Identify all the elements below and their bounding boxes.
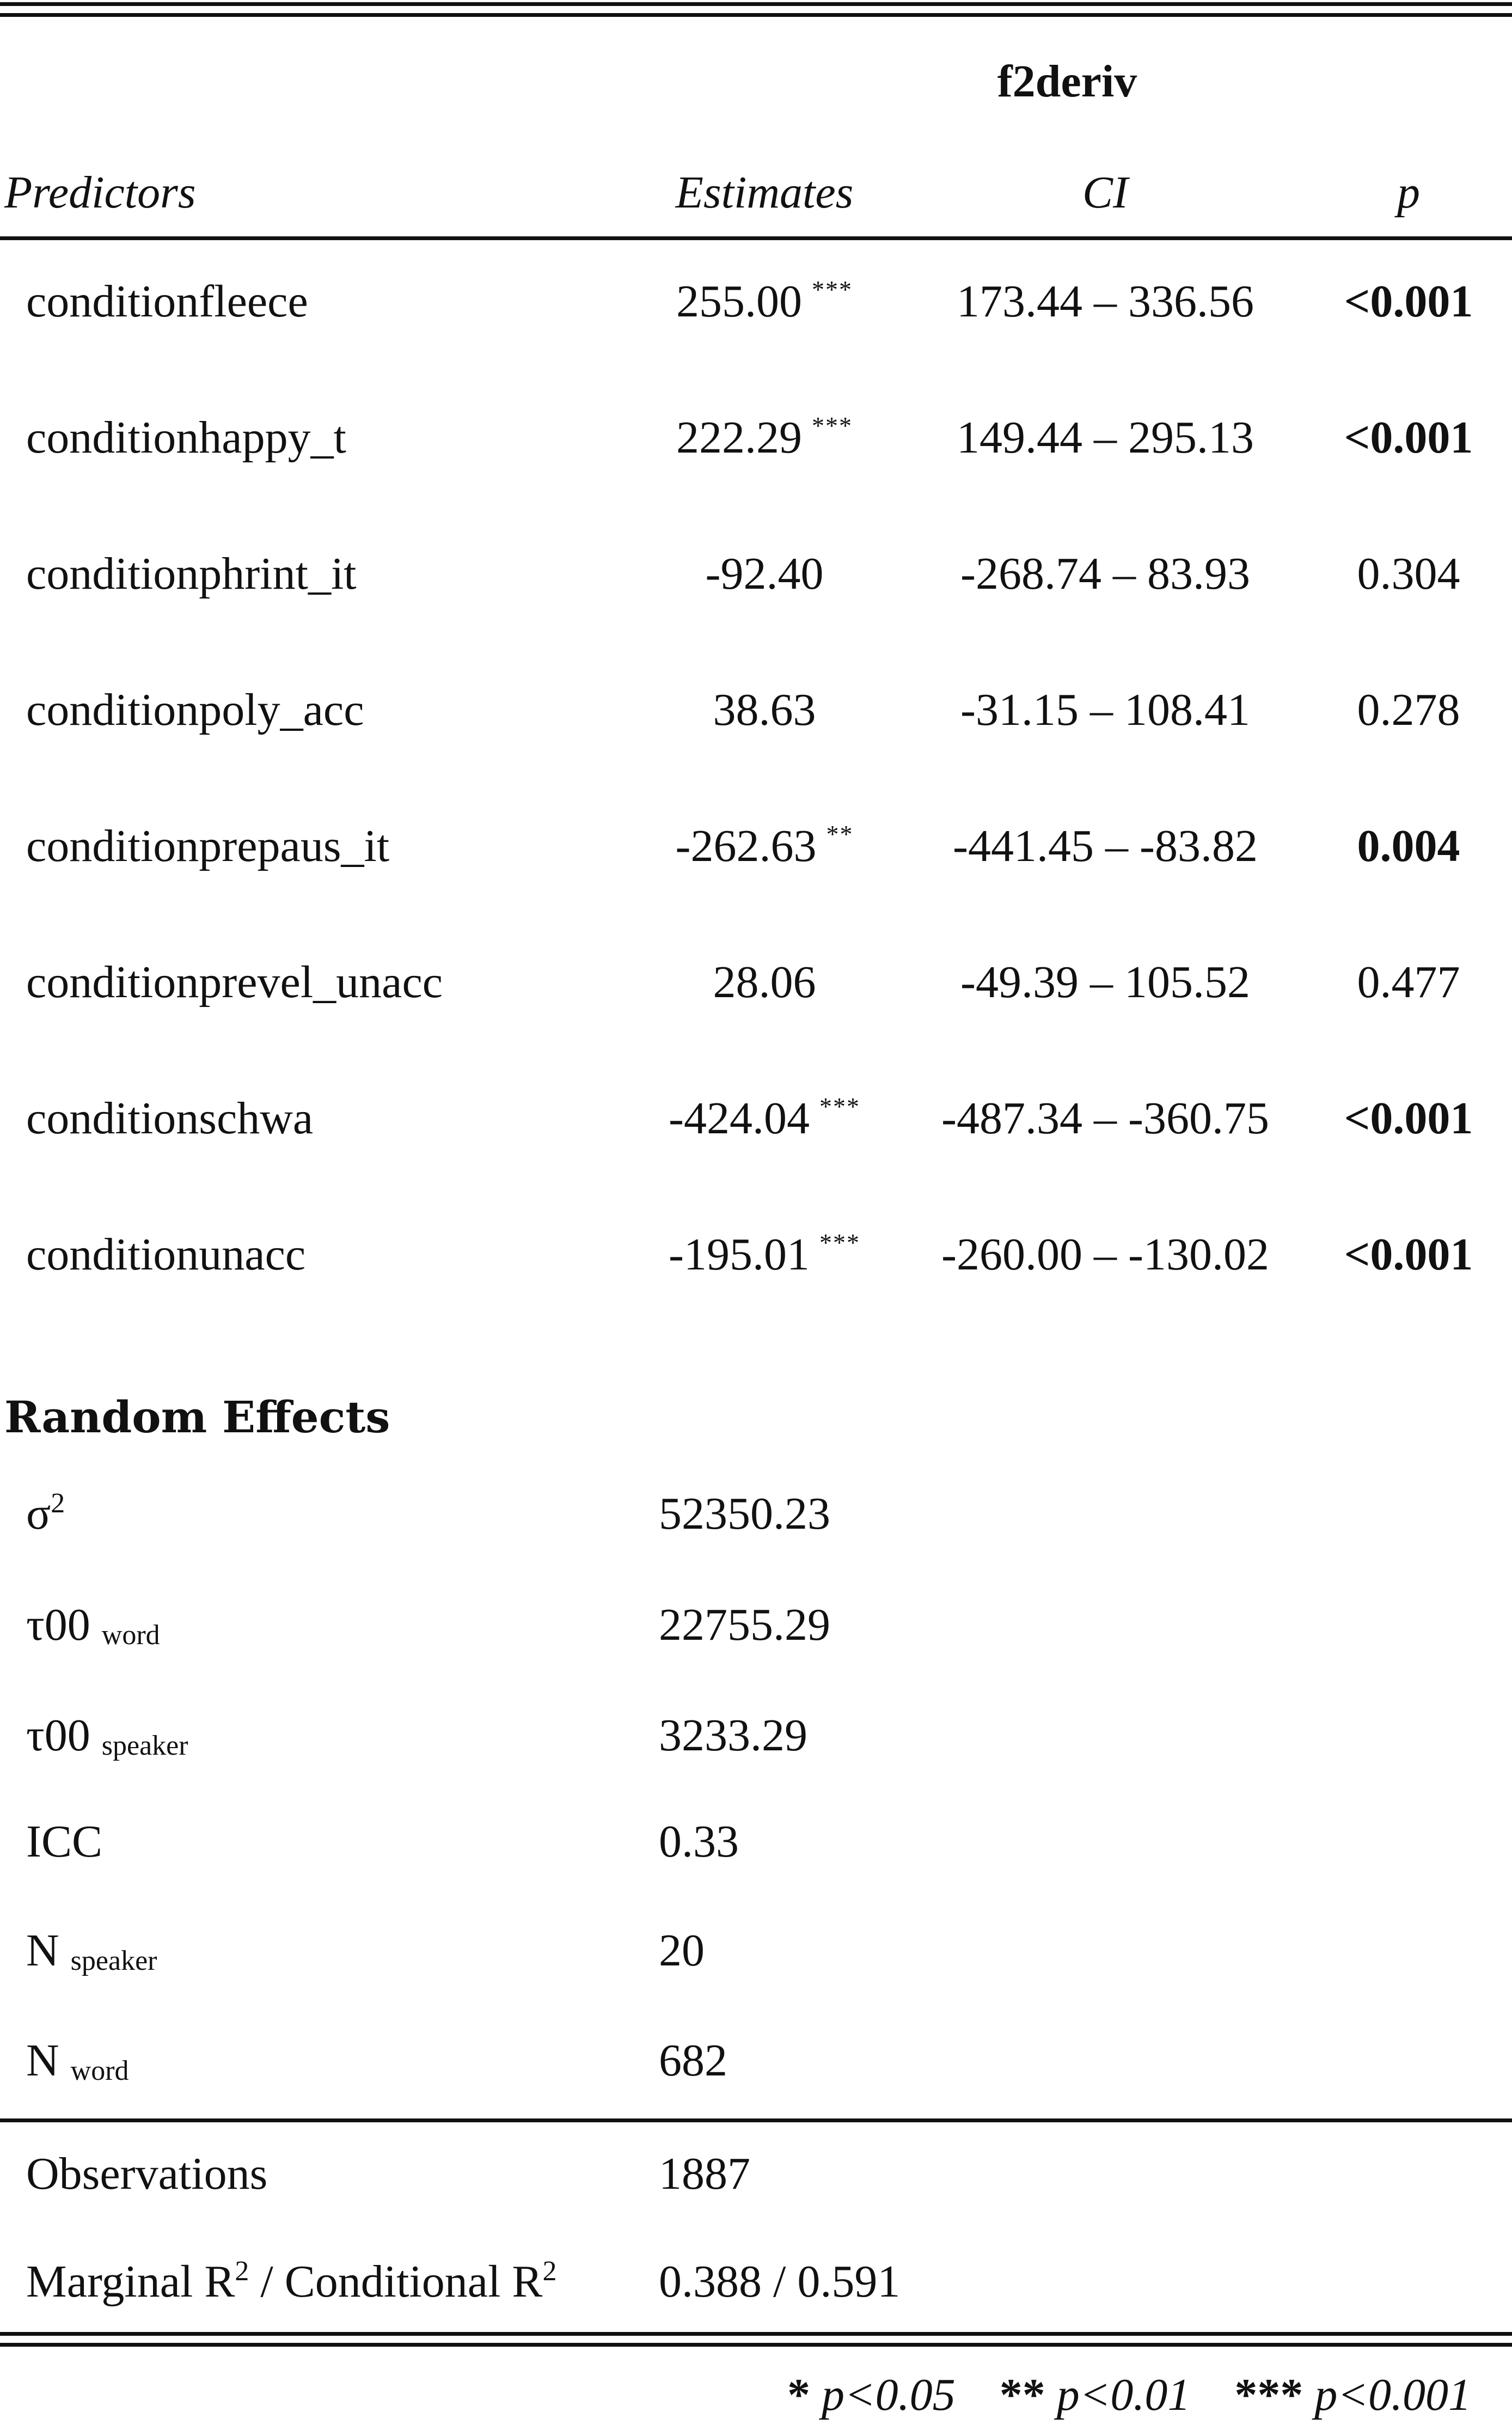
col-header-estimates: Estimates <box>675 167 854 218</box>
estimate-cell <box>669 1229 860 1280</box>
estimate-value: -195.01 <box>669 1229 810 1280</box>
significance-stars: *** <box>812 276 853 303</box>
predictor-name: conditionprevel_unacc <box>26 957 443 1008</box>
ci-value: -31.15 – 108.41 <box>960 685 1250 735</box>
col-header-ci: CI <box>1082 167 1128 218</box>
predictor-name: conditionschwa <box>26 1093 314 1144</box>
estimate-cell <box>676 412 853 463</box>
top-rule-1 <box>0 2 1512 6</box>
ci-value: -268.74 – 83.93 <box>960 548 1250 599</box>
estimate-cell <box>675 820 854 871</box>
p-value: <0.001 <box>1344 1093 1473 1144</box>
estimate-cell <box>705 548 824 599</box>
tau-speaker-label: τ00 $_{speaker}$ <box>26 1710 188 1761</box>
observations-label: Observations <box>26 2148 268 2199</box>
col-header-predictors: Predictors <box>4 167 196 218</box>
sigma-squared-value: 52350.23 <box>659 1488 830 1539</box>
estimate-value: 222.29 <box>676 412 802 463</box>
observations-value: 1887 <box>659 2148 750 2199</box>
ci-value: 173.44 – 336.56 <box>957 276 1254 327</box>
significance-stars: ** <box>826 820 854 848</box>
estimate-cell <box>713 957 816 1008</box>
estimate-cell <box>713 687 816 733</box>
predictor-name: conditionhappy_t <box>26 412 346 463</box>
p-value: 0.477 <box>1357 957 1460 1008</box>
predictor-name: conditionpoly_acc <box>26 685 364 735</box>
p-value: <0.001 <box>1344 1229 1473 1280</box>
sigma-squared-label: $\sigma^2$ <box>26 1488 65 1539</box>
estimate-value: -262.63 <box>675 821 817 871</box>
significance-stars: *** <box>812 412 853 439</box>
header-rule <box>0 236 1512 240</box>
estimate-value: 28.06 <box>713 957 816 1008</box>
tau-word-label: τ00 $_{word}$ <box>26 1599 160 1651</box>
n-speaker-label: N $_{speaker}$ <box>26 1925 157 1976</box>
tau-word-value: 22755.29 <box>659 1599 830 1650</box>
ci-value: -260.00 – -130.02 <box>941 1229 1269 1280</box>
bottom-rule-1 <box>0 2332 1512 2336</box>
p-value: 0.304 <box>1357 548 1460 599</box>
random-effects-heading: Random Effects <box>4 1391 390 1443</box>
icc-value: 0.33 <box>659 1816 739 1867</box>
estimate-value: 38.63 <box>713 685 816 735</box>
dependent-variable-label: f2deriv <box>997 56 1137 107</box>
p-value: 0.004 <box>1357 821 1460 871</box>
r-squared-label: Marginal $R^2$ / Conditional $R^2$ <box>26 2256 557 2307</box>
predictor-name: conditionunacc <box>26 1229 306 1280</box>
p-value: 0.278 <box>1357 685 1460 735</box>
n-word-label: N $_{word}$ <box>26 2035 129 2086</box>
icc-label: ICC <box>26 1816 103 1867</box>
tau-speaker-value: 3233.29 <box>659 1710 807 1761</box>
significance-stars: *** <box>819 1092 860 1120</box>
estimate-value: 255.00 <box>676 276 802 327</box>
p-value: <0.001 <box>1344 412 1473 463</box>
estimate-cell <box>669 1092 860 1144</box>
n-speaker-value: 20 <box>659 1925 705 1976</box>
estimate-value: -92.40 <box>705 548 824 599</box>
estimate-value: -424.04 <box>669 1093 810 1144</box>
bottom-rule-2 <box>0 2343 1512 2347</box>
fit-rule <box>0 2118 1512 2122</box>
predictor-name: conditionprepaus_it <box>26 821 390 871</box>
significance-stars: *** <box>819 1229 860 1256</box>
top-rule-2 <box>0 13 1512 17</box>
n-word-value: 682 <box>659 2035 727 2086</box>
predictor-name: conditionphrint_it <box>26 548 357 599</box>
col-header-p: p <box>1397 167 1420 218</box>
estimate-cell <box>676 276 853 327</box>
predictor-name: conditionfleece <box>26 276 308 327</box>
p-value: <0.001 <box>1344 276 1473 327</box>
ci-value: -441.45 – -83.82 <box>953 821 1258 871</box>
r-squared-value: 0.388 / 0.591 <box>659 2256 901 2307</box>
ci-value: -49.39 – 105.52 <box>960 957 1250 1008</box>
ci-value: 149.44 – 295.13 <box>957 412 1254 463</box>
ci-value: -487.34 – -360.75 <box>941 1093 1269 1144</box>
significance-footnote: * p<0.05 ** p<0.01 *** p<0.001 <box>787 2370 1472 2420</box>
